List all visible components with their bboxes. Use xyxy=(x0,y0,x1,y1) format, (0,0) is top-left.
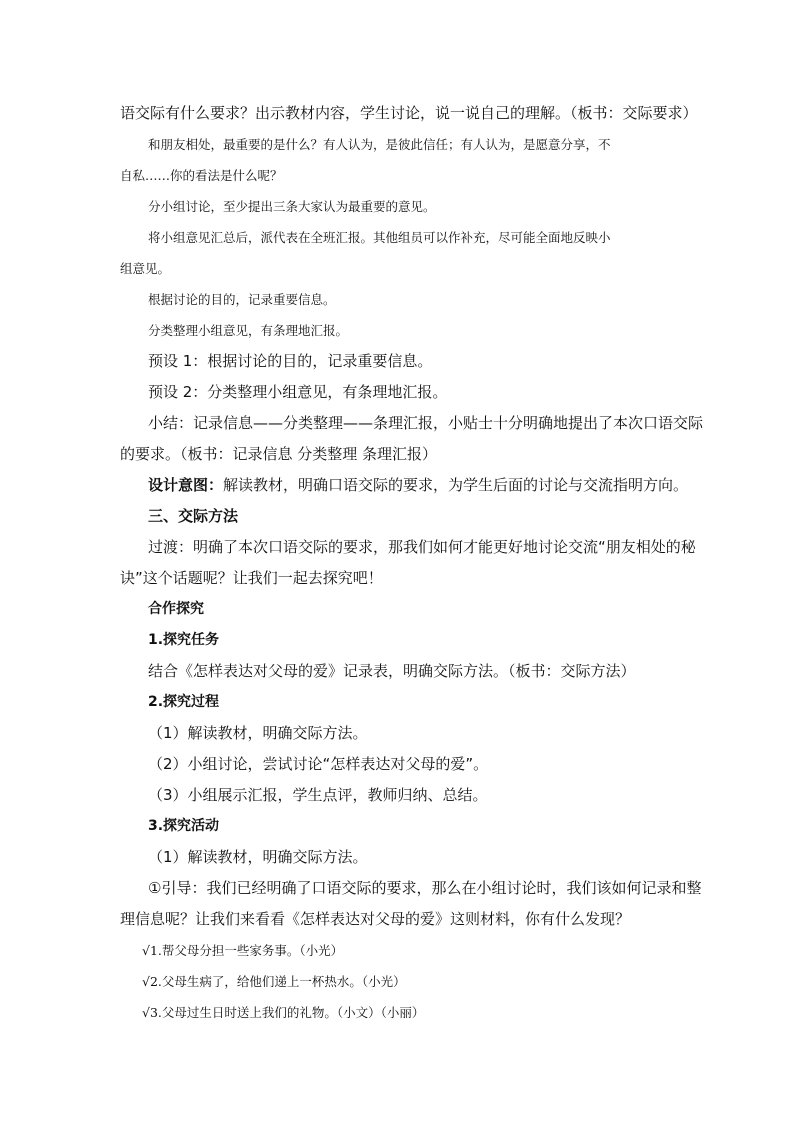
textbook-quote-line: 分类整理小组意见，有条理地汇报。 xyxy=(148,323,349,338)
preset-line: 预设 1：根据讨论的目的，记录重要信息。 xyxy=(148,352,433,370)
textbook-quote-line: 将小组意见汇总后，派代表在全班汇报。其他组员可以作补充，尽可能全面地反映小 xyxy=(148,230,611,245)
subsection-heading: 3.探究活动 xyxy=(148,818,220,834)
list-item: （2）小组讨论，尝试讨论“怎样表达对父母的爱”。 xyxy=(148,755,489,773)
list-item: （1）解读教材，明确交际方法。 xyxy=(148,848,368,866)
textbook-quote-line: 分小组讨论，至少提出三条大家认为最重要的意见。 xyxy=(148,199,436,214)
summary-line: 的要求。（板书：记录信息 分类整理 条理汇报） xyxy=(120,445,438,463)
preset-line: 预设 2：分类整理小组意见，有条理地汇报。 xyxy=(148,383,448,401)
list-item: （1）解读教材，明确交际方法。 xyxy=(148,724,368,742)
subsection-heading: 合作探究 xyxy=(148,601,204,617)
paragraph-line: 理信息呢？让我们来看看《怎样表达对父母的爱》这则材料，你有什么发现？ xyxy=(120,910,631,928)
textbook-quote-line: 自私……你的看法是什么呢？ xyxy=(120,168,283,183)
design-intent-label: 设计意图： xyxy=(148,476,224,494)
checked-item: √3.父母过生日时送上我们的礼物。（小文）（小丽） xyxy=(142,1005,425,1020)
subsection-heading: 2.探究过程 xyxy=(148,694,220,710)
textbook-quote-line: 根据讨论的目的，记录重要信息。 xyxy=(148,292,336,307)
subsection-heading: 1.探究任务 xyxy=(148,632,220,648)
design-intent-text: 解读教材，明确口语交际的要求，为学生后面的讨论与交流指明方向。 xyxy=(223,476,689,494)
textbook-quote-line: 组意见。 xyxy=(120,261,171,276)
paragraph-line: 语交际有什么要求？出示教材内容，学生讨论，说一说自己的理解。（板书：交际要求） xyxy=(120,104,698,122)
transition-line: 过渡：明确了本次口语交际的要求，那我们如何才能更好地讨论交流“朋友相处的秘 xyxy=(148,538,696,556)
section-heading: 三、交际方法 xyxy=(148,507,239,525)
document-body xyxy=(120,98,704,1028)
transition-line: 诀”这个话题呢？让我们一起去探究吧！ xyxy=(120,569,383,587)
summary-line: 小结：记录信息——分类整理——条理汇报，小贴士十分明确地提出了本次口语交际 xyxy=(148,414,704,432)
textbook-quote-line: 和朋友相处，最重要的是什么？有人认为，是彼此信任；有人认为，是愿意分享，不 xyxy=(148,137,611,152)
design-intent xyxy=(120,470,689,501)
paragraph-line: ①引导：我们已经明确了口语交际的要求，那么在小组讨论时，我们该如何记录和整 xyxy=(148,879,702,897)
paragraph-line: 结合《怎样表达对父母的爱》记录表，明确交际方法。（板书：交际方法） xyxy=(148,662,636,680)
checked-item: √2.父母生病了，给他们递上一杯热水。（小光） xyxy=(142,974,406,989)
list-item: （3）小组展示汇报，学生点评，教师归纳、总结。 xyxy=(148,786,488,804)
checked-item: √1.帮父母分担一些家务事。（小光） xyxy=(142,943,344,958)
